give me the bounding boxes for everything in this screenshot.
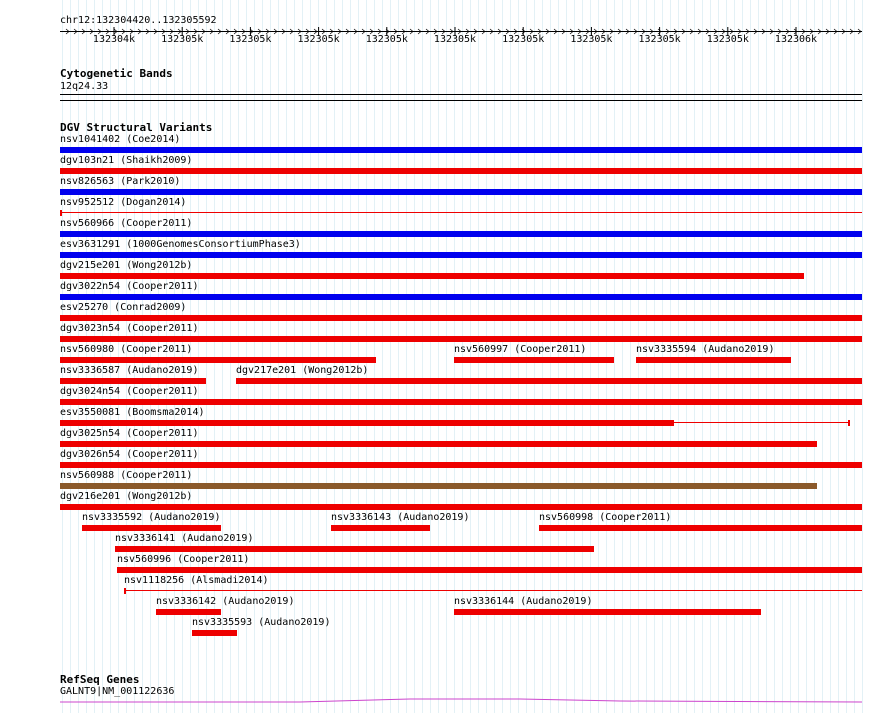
ruler-tick-label: 132305k — [502, 34, 545, 45]
sv-label-nsv560966: nsv560966 (Cooper2011) — [60, 218, 193, 229]
sv-feature-dgv3023n54[interactable] — [60, 336, 862, 342]
sv-label-dgv3025n54: dgv3025n54 (Cooper2011) — [60, 428, 199, 439]
ruler-tick-label: 132305k — [570, 34, 613, 45]
sv-feature-nsv952512[interactable] — [60, 212, 862, 213]
sv-label-nsv560980: nsv560980 (Cooper2011) — [60, 344, 193, 355]
sv-label-dgv103n21: dgv103n21 (Shaikh2009) — [60, 155, 193, 166]
sv-feature-dgv217e201[interactable] — [236, 378, 862, 384]
ruler-tick-label: 132306k — [774, 34, 818, 45]
sv-label-nsv3336142: nsv3336142 (Audano2019) — [156, 596, 295, 607]
sv-label-dgv216e201: dgv216e201 (Wong2012b) — [60, 491, 193, 502]
sv-feature-dgv215e201[interactable] — [60, 273, 804, 279]
track-title-refseq: RefSeq Genes — [60, 673, 140, 686]
sv-feature-nsv3336144[interactable] — [454, 609, 761, 615]
sv-feature-nsv3335594[interactable] — [636, 357, 791, 363]
sv-feature-nsv3336143[interactable] — [331, 525, 430, 531]
sv-label-nsv826563: nsv826563 (Park2010) — [60, 176, 181, 187]
sv-feature-nsv826563[interactable] — [60, 189, 862, 195]
sv-feature-dgv3026n54[interactable] — [60, 462, 862, 468]
sv-feature-endcap — [848, 420, 850, 426]
ruler-tick-label: 132305k — [706, 34, 749, 45]
sv-label-dgv3023n54: dgv3023n54 (Cooper2011) — [60, 323, 199, 334]
track-separator — [60, 100, 862, 101]
refseq-gene-feature[interactable] — [0, 694, 890, 708]
sv-feature-nsv560996[interactable] — [117, 567, 862, 573]
sv-label-nsv3335594: nsv3335594 (Audano2019) — [636, 344, 775, 355]
sv-feature-dgv103n21[interactable] — [60, 168, 862, 174]
sv-feature-nsv560988[interactable] — [60, 483, 817, 489]
sv-feature-esv25270[interactable] — [60, 315, 862, 321]
sv-feature-nsv560997[interactable] — [454, 357, 614, 363]
sv-feature-esv3631291[interactable] — [60, 252, 862, 258]
sv-feature-nsv3335592[interactable] — [82, 525, 221, 531]
sv-label-dgv217e201: dgv217e201 (Wong2012b) — [236, 365, 369, 376]
sv-label-dgv3024n54: dgv3024n54 (Cooper2011) — [60, 386, 199, 397]
sv-feature-nsv3335593[interactable] — [192, 630, 237, 636]
sv-feature-nsv560980[interactable] — [60, 357, 376, 363]
ruler-tick-label: 132305k — [638, 34, 681, 45]
cytoband-bar[interactable] — [60, 94, 862, 95]
ruler-tick-label: 132305k — [433, 34, 477, 45]
cytoband-label: 12q24.33 — [60, 81, 109, 92]
sv-label-nsv3335593: nsv3335593 (Audano2019) — [192, 617, 331, 628]
ruler-tick-label: 132305k — [161, 34, 204, 45]
sv-label-dgv3022n54: dgv3022n54 (Cooper2011) — [60, 281, 199, 292]
sv-label-nsv3336141: nsv3336141 (Audano2019) — [115, 533, 254, 544]
sv-label-nsv560997: nsv560997 (Cooper2011) — [454, 344, 587, 355]
sv-label-nsv3336143: nsv3336143 (Audano2019) — [331, 512, 470, 523]
sv-feature-dgv3025n54[interactable] — [60, 441, 817, 447]
sv-feature-nsv3336587[interactable] — [60, 378, 206, 384]
sv-feature-nsv1118256[interactable] — [124, 590, 862, 591]
sv-feature-nsv3336142[interactable] — [156, 609, 221, 615]
sv-label-nsv3336144: nsv3336144 (Audano2019) — [454, 596, 593, 607]
refseq-gene-line — [60, 699, 862, 702]
sv-label-nsv560998: nsv560998 (Cooper2011) — [539, 512, 672, 523]
sv-label-nsv560996: nsv560996 (Cooper2011) — [117, 554, 250, 565]
sv-label-esv3550081: esv3550081 (Boomsma2014) — [60, 407, 205, 418]
sv-label-nsv1118256: nsv1118256 (Alsmadi2014) — [124, 575, 269, 586]
sv-label-nsv3336587: nsv3336587 (Audano2019) — [60, 365, 199, 376]
sv-feature-nsv3336141[interactable] — [115, 546, 594, 552]
sv-feature-nsv560998[interactable] — [539, 525, 862, 531]
sv-feature-dgv3022n54[interactable] — [60, 294, 862, 300]
sv-label-esv25270: esv25270 (Conrad2009) — [60, 302, 187, 313]
sv-feature-dgv216e201[interactable] — [60, 504, 862, 510]
ruler-tick-label: 132305k — [297, 34, 340, 45]
sv-feature-dgv3024n54[interactable] — [60, 399, 862, 405]
refseq-gene-label: GALNT9|NM_001122636 — [60, 686, 175, 697]
sv-label-nsv952512: nsv952512 (Dogan2014) — [60, 197, 187, 208]
sv-feature-endcap — [124, 588, 126, 594]
sv-label-dgv215e201: dgv215e201 (Wong2012b) — [60, 260, 193, 271]
sv-label-dgv3026n54: dgv3026n54 (Cooper2011) — [60, 449, 199, 460]
sv-feature-nsv560966[interactable] — [60, 231, 862, 237]
ruler-locus-label: chr12:132304420..132305592 — [60, 15, 217, 26]
ruler-tick-label: 132305k — [365, 34, 408, 45]
sv-feature-thick-part — [60, 420, 674, 426]
track-title-dgv: DGV Structural Variants — [60, 121, 213, 134]
sv-label-esv3631291: esv3631291 (1000GenomesConsortiumPhase3) — [60, 239, 301, 250]
sv-label-nsv560988: nsv560988 (Cooper2011) — [60, 470, 193, 481]
track-title-cytoband: Cytogenetic Bands — [60, 67, 173, 80]
sv-feature-nsv1041402[interactable] — [60, 147, 862, 153]
ruler-tick-label: 132304k — [92, 34, 136, 45]
sv-label-nsv3335592: nsv3335592 (Audano2019) — [82, 512, 221, 523]
sv-label-nsv1041402: nsv1041402 (Coe2014) — [60, 134, 181, 145]
sv-feature-endcap — [60, 210, 62, 216]
ruler-tick-label: 132305k — [229, 34, 272, 45]
